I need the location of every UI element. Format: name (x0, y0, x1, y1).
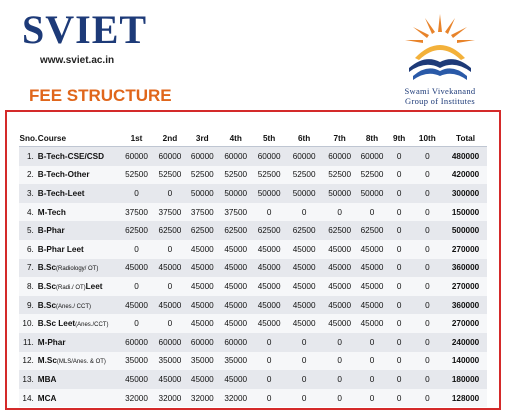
table-row (19, 277, 487, 296)
semester-fee: 45000 (323, 277, 356, 296)
total-fee: 360000 (444, 296, 487, 315)
semester-fee: 0 (388, 184, 411, 203)
semester-fee: 45000 (218, 296, 252, 315)
semester-fee: 37500 (186, 203, 218, 222)
table-row (19, 184, 487, 203)
semester-fee: 32000 (119, 389, 153, 408)
semester-fee: 0 (388, 296, 411, 315)
semester-fee: 32000 (186, 389, 218, 408)
row-number: 14. (19, 389, 38, 408)
total-fee: 128000 (444, 389, 487, 408)
semester-fee: 0 (411, 333, 444, 352)
row-number: 6. (19, 240, 38, 259)
semester-fee: 60000 (186, 147, 218, 166)
semester-fee: 45000 (253, 277, 285, 296)
semester-fee: 0 (119, 184, 153, 203)
total-fee: 270000 (444, 277, 487, 296)
semester-fee: 0 (411, 166, 444, 185)
semester-fee: 60000 (356, 147, 387, 166)
semester-fee: 60000 (253, 147, 285, 166)
course-label: MCA (37, 393, 57, 403)
semester-fee: 45000 (323, 240, 356, 259)
row-number: 2. (19, 166, 38, 185)
course-label: B-Tech-Other (37, 170, 90, 180)
semester-fee: 0 (285, 389, 323, 408)
semester-fee: 45000 (253, 240, 285, 259)
total-fee: 150000 (444, 203, 487, 222)
course-name (38, 221, 119, 240)
semester-fee: 0 (388, 352, 411, 371)
course-name (38, 147, 119, 166)
semester-fee: 0 (411, 259, 444, 278)
semester-fee: 0 (411, 352, 444, 371)
table-row (19, 147, 487, 166)
semester-fee: 62500 (119, 221, 153, 240)
semester-fee: 0 (388, 147, 411, 166)
semester-fee: 45000 (154, 296, 186, 315)
semester-fee: 62500 (253, 221, 285, 240)
semester-fee: 0 (356, 370, 387, 389)
total-fee: 240000 (444, 333, 487, 352)
semester-fee: 45000 (356, 240, 387, 259)
semester-fee: 52500 (285, 166, 323, 185)
semester-fee: 45000 (253, 314, 285, 333)
semester-fee: 0 (388, 333, 411, 352)
semester-fee: 60000 (154, 333, 186, 352)
semester-fee: 0 (388, 166, 411, 185)
semester-fee: 52500 (186, 166, 218, 185)
course-label: M-Phar (37, 337, 66, 347)
semester-fee: 0 (253, 333, 285, 352)
semester-fee: 52500 (218, 166, 252, 185)
semester-fee: 52500 (154, 166, 186, 185)
course-name (38, 352, 119, 371)
semester-fee: 0 (411, 240, 444, 259)
semester-fee: 0 (253, 370, 285, 389)
semester-fee: 45000 (218, 259, 252, 278)
total-fee: 420000 (444, 166, 487, 185)
semester-fee: 50000 (253, 184, 285, 203)
semester-fee: 0 (119, 240, 153, 259)
semester-fee: 60000 (119, 333, 153, 352)
semester-fee: 0 (411, 389, 444, 408)
semester-fee: 35000 (186, 352, 218, 371)
semester-fee: 45000 (218, 277, 252, 296)
semester-fee: 45000 (186, 370, 218, 389)
institute-logo-icon (395, 10, 485, 85)
semester-fee: 60000 (218, 147, 252, 166)
row-number: 8. (19, 277, 38, 296)
column-header: Total (444, 130, 487, 147)
course-name (38, 184, 119, 203)
semester-fee: 0 (388, 221, 411, 240)
semester-fee: 35000 (119, 352, 153, 371)
row-number: 9. (19, 296, 38, 315)
course-label: M.Sc (37, 356, 57, 366)
semester-fee: 0 (388, 370, 411, 389)
row-number: 11. (19, 333, 38, 352)
total-fee: 140000 (444, 352, 487, 371)
semester-fee: 0 (285, 352, 323, 371)
semester-fee: 37500 (154, 203, 186, 222)
course-specialization: (MLS/Anes. & OT) (56, 359, 106, 366)
semester-fee: 0 (356, 389, 387, 408)
row-number: 13. (19, 370, 38, 389)
semester-fee: 0 (411, 147, 444, 166)
total-fee: 300000 (444, 184, 487, 203)
semester-fee: 62500 (154, 221, 186, 240)
logo-line-1: Swami Vivekanand (404, 86, 476, 96)
semester-fee: 52500 (119, 166, 153, 185)
semester-fee: 0 (388, 203, 411, 222)
semester-fee: 60000 (119, 147, 153, 166)
course-label: B-Tech-Leet (37, 188, 85, 198)
semester-fee: 0 (323, 333, 356, 352)
semester-fee: 0 (411, 296, 444, 315)
semester-fee: 0 (119, 277, 153, 296)
semester-fee: 0 (356, 352, 387, 371)
table-row (19, 166, 487, 185)
column-header: Course (38, 130, 119, 147)
semester-fee: 45000 (323, 314, 356, 333)
course-name (38, 296, 119, 315)
course-name (38, 389, 119, 408)
semester-fee: 0 (285, 203, 323, 222)
course-name (38, 370, 119, 389)
table-row (19, 352, 487, 371)
course-label: B.Sc (37, 281, 56, 291)
column-header: 1st (119, 130, 153, 147)
semester-fee: 45000 (285, 314, 323, 333)
website-url[interactable]: www.sviet.ac.in (40, 55, 115, 66)
semester-fee: 45000 (356, 259, 387, 278)
semester-fee: 0 (285, 333, 323, 352)
semester-fee: 50000 (323, 184, 356, 203)
semester-fee: 0 (323, 203, 356, 222)
brand-logo-text: SVIET (22, 7, 148, 52)
semester-fee: 52500 (253, 166, 285, 185)
semester-fee: 45000 (285, 277, 323, 296)
semester-fee: 0 (388, 259, 411, 278)
course-name (38, 314, 119, 333)
row-number: 7. (19, 259, 38, 278)
course-label: B.Sc (37, 300, 56, 310)
course-name (38, 203, 119, 222)
semester-fee: 50000 (186, 184, 218, 203)
semester-fee: 45000 (186, 296, 218, 315)
semester-fee: 45000 (253, 296, 285, 315)
semester-fee: 0 (388, 240, 411, 259)
semester-fee: 45000 (186, 277, 218, 296)
row-number: 5. (19, 221, 38, 240)
column-header: 2nd (154, 130, 186, 147)
column-header: Sno. (19, 130, 38, 147)
semester-fee: 45000 (119, 259, 153, 278)
semester-fee: 0 (253, 352, 285, 371)
total-fee: 270000 (444, 314, 487, 333)
semester-fee: 60000 (285, 147, 323, 166)
column-header: 7th (323, 130, 356, 147)
semester-fee: 35000 (154, 352, 186, 371)
semester-fee: 45000 (218, 370, 252, 389)
row-number: 1. (19, 147, 38, 166)
table-row (19, 370, 487, 389)
semester-fee: 0 (323, 370, 356, 389)
semester-fee: 0 (411, 370, 444, 389)
column-header: 3rd (186, 130, 218, 147)
semester-fee: 62500 (323, 221, 356, 240)
semester-fee: 0 (154, 240, 186, 259)
table-row (19, 296, 487, 315)
page-title: FEE STRUCTURE (29, 86, 172, 105)
semester-fee: 45000 (218, 314, 252, 333)
semester-fee: 0 (285, 370, 323, 389)
semester-fee: 0 (253, 389, 285, 408)
course-specialization: (Radiology/ OT) (56, 266, 99, 273)
semester-fee: 0 (154, 277, 186, 296)
semester-fee: 32000 (154, 389, 186, 408)
semester-fee: 60000 (323, 147, 356, 166)
table-row (19, 240, 487, 259)
semester-fee: 45000 (356, 314, 387, 333)
course-name (38, 166, 119, 185)
semester-fee: 62500 (218, 221, 252, 240)
semester-fee: 52500 (356, 166, 387, 185)
semester-fee: 0 (411, 184, 444, 203)
total-fee: 360000 (444, 259, 487, 278)
row-number: 4. (19, 203, 38, 222)
semester-fee: 45000 (154, 370, 186, 389)
course-name (38, 259, 119, 278)
semester-fee: 0 (388, 389, 411, 408)
course-label: M-Tech (37, 207, 66, 217)
semester-fee: 45000 (154, 259, 186, 278)
semester-fee: 0 (388, 277, 411, 296)
semester-fee: 60000 (186, 333, 218, 352)
semester-fee: 0 (411, 221, 444, 240)
row-number: 12. (19, 352, 38, 371)
semester-fee: 50000 (218, 184, 252, 203)
table-row (19, 333, 487, 352)
course-specialization: (Radi./ OT) (56, 284, 86, 291)
semester-fee: 50000 (285, 184, 323, 203)
semester-fee: 45000 (119, 296, 153, 315)
course-suffix: Leet (85, 281, 103, 291)
semester-fee: 45000 (285, 240, 323, 259)
semester-fee: 45000 (323, 259, 356, 278)
semester-fee: 0 (356, 333, 387, 352)
semester-fee: 0 (411, 314, 444, 333)
semester-fee: 45000 (186, 259, 218, 278)
table-header-row (19, 130, 487, 147)
semester-fee: 0 (411, 203, 444, 222)
course-name (38, 333, 119, 352)
semester-fee: 0 (323, 389, 356, 408)
semester-fee: 62500 (186, 221, 218, 240)
course-label: B-Tech-CSE/CSD (37, 151, 105, 161)
total-fee: 180000 (444, 370, 487, 389)
semester-fee: 37500 (218, 203, 252, 222)
semester-fee: 60000 (154, 147, 186, 166)
total-fee: 480000 (444, 147, 487, 166)
course-specialization: (Anes./ CCT) (56, 303, 92, 310)
semester-fee: 45000 (218, 240, 252, 259)
semester-fee: 32000 (218, 389, 252, 408)
semester-fee: 50000 (356, 184, 387, 203)
semester-fee: 0 (154, 184, 186, 203)
semester-fee: 52500 (323, 166, 356, 185)
total-fee: 500000 (444, 221, 487, 240)
column-header: 10th (411, 130, 444, 147)
semester-fee: 45000 (285, 259, 323, 278)
table-row (19, 203, 487, 222)
course-label: B-Phar Leet (37, 244, 84, 254)
semester-fee: 0 (154, 314, 186, 333)
semester-fee: 45000 (253, 259, 285, 278)
table-row (19, 221, 487, 240)
table-row (19, 314, 487, 333)
semester-fee: 0 (323, 352, 356, 371)
semester-fee: 0 (253, 203, 285, 222)
total-fee: 270000 (444, 240, 487, 259)
semester-fee: 0 (388, 314, 411, 333)
row-number: 3. (19, 184, 38, 203)
course-label: B.Sc (37, 263, 56, 273)
semester-fee: 62500 (285, 221, 323, 240)
column-header: 5th (253, 130, 285, 147)
semester-fee: 35000 (218, 352, 252, 371)
semester-fee: 45000 (186, 314, 218, 333)
semester-fee: 60000 (218, 333, 252, 352)
table-row (19, 389, 487, 408)
semester-fee: 45000 (356, 296, 387, 315)
row-number: 10. (19, 314, 38, 333)
course-specialization: (Anes./CCT) (75, 322, 109, 329)
course-label: B-Phar (37, 226, 65, 236)
course-name (38, 277, 119, 296)
logo-line-2: Group of Institutes (405, 96, 475, 106)
course-label: B.Sc Leet (37, 319, 76, 329)
course-label: MBA (37, 374, 57, 384)
semester-fee: 0 (119, 314, 153, 333)
semester-fee: 0 (411, 277, 444, 296)
semester-fee: 45000 (323, 296, 356, 315)
column-header: 6th (285, 130, 323, 147)
column-header: 9th (388, 130, 411, 147)
fee-structure-table (19, 130, 487, 407)
column-header: 8th (356, 130, 387, 147)
column-header: 4th (218, 130, 252, 147)
semester-fee: 45000 (285, 296, 323, 315)
semester-fee: 45000 (356, 277, 387, 296)
semester-fee: 45000 (186, 240, 218, 259)
table-row (19, 259, 487, 278)
semester-fee: 62500 (356, 221, 387, 240)
semester-fee: 45000 (119, 370, 153, 389)
course-name (38, 240, 119, 259)
semester-fee: 37500 (119, 203, 153, 222)
semester-fee: 0 (356, 203, 387, 222)
